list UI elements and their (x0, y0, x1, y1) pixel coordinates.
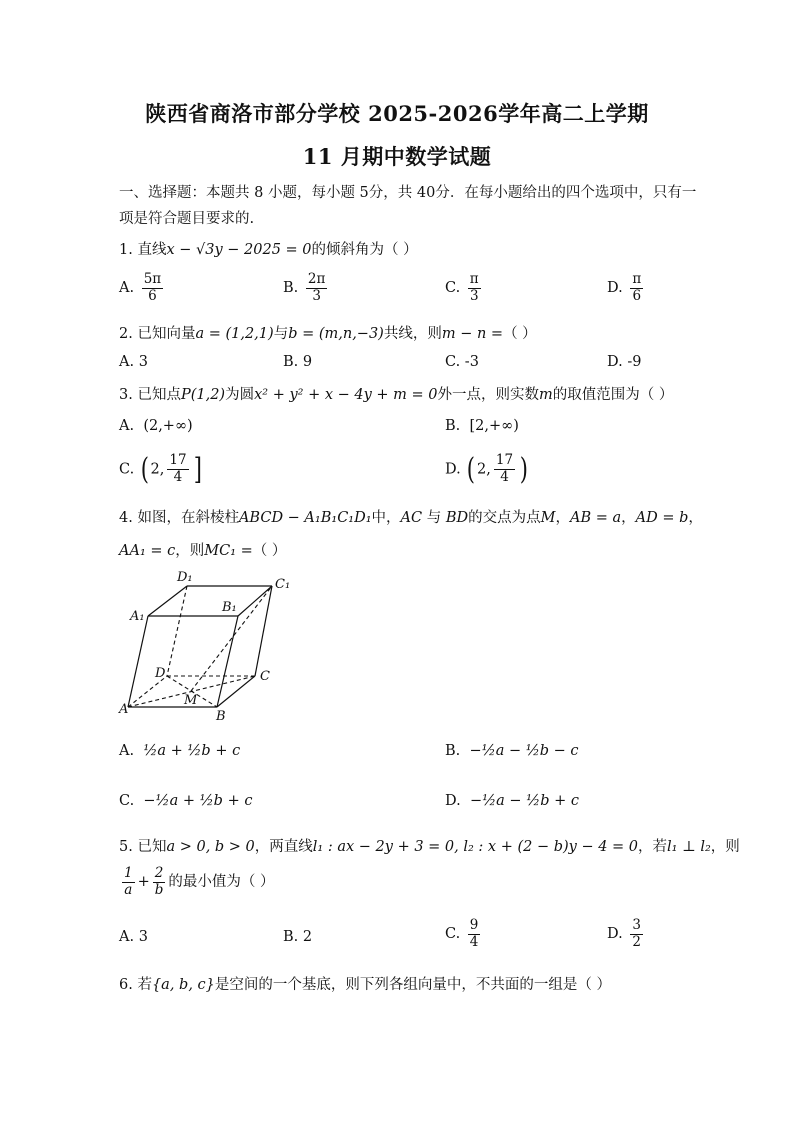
question-2-tail: （ ） (503, 326, 537, 342)
label-m: M (184, 693, 198, 708)
question-5-tail: ，则 (710, 839, 740, 855)
numerator: 17 (169, 452, 187, 469)
question-5-line2-tail: 的最小值为（ ） (168, 874, 275, 891)
open-bracket: ( (467, 452, 476, 487)
fraction (468, 272, 481, 304)
label-c: C (260, 669, 270, 684)
option-text: −½a + ½b + c (143, 793, 253, 809)
numerator: 3 (632, 917, 641, 933)
question-4-mid: 中， (371, 510, 401, 526)
option-text: 3 (138, 354, 148, 370)
fraction-2-over-b (153, 866, 166, 898)
vector-ad: AD = b (635, 510, 689, 526)
question-2-prefix: 2. 已知向量 (119, 326, 196, 342)
fraction-1-over-a (122, 866, 135, 898)
question-5-suffix: ，若 (638, 839, 668, 855)
fraction (630, 272, 643, 304)
dashed-edges (128, 586, 272, 707)
option-label: A. (119, 280, 135, 297)
option-label: C. (445, 926, 461, 943)
q5-option-d[interactable] (607, 918, 646, 950)
interval-left: 2, (150, 461, 165, 478)
option-label: B. (283, 280, 299, 297)
option-label: A. (119, 354, 135, 370)
question-5-prefix: 5. 已知 (119, 839, 167, 855)
q4-option-a[interactable] (119, 743, 240, 759)
denominator: 6 (632, 287, 642, 304)
numerator: π (632, 271, 642, 287)
option-label: A. (119, 418, 135, 434)
fraction (142, 272, 163, 304)
point-p: P(1,2) (180, 387, 226, 403)
q4-option-c[interactable] (119, 793, 252, 809)
denominator: b (154, 881, 164, 898)
question-4-mid2: 的交点为点 (468, 510, 541, 526)
question-2-suffix: 共线，则 (383, 326, 442, 342)
question-3-suffix: 外一点，则实数 (437, 387, 539, 403)
comma: ， (621, 510, 636, 526)
denominator: 4 (500, 469, 509, 485)
q2-option-c[interactable] (445, 354, 479, 370)
option-text: (2,+∞) (143, 418, 193, 434)
vector-b: b = (m,n,−3) (288, 326, 384, 342)
numerator: 5π (143, 271, 162, 287)
option-label: B. (283, 354, 299, 370)
option-text: −½a − ½b + c (469, 793, 579, 809)
q5-option-c[interactable] (445, 918, 483, 950)
label-a1: A₁ (130, 609, 145, 624)
question-6-suffix: 是空间的一个基底，则下列各组向量中，不共面的一组是（ ） (214, 977, 611, 993)
question-2-mid: 与 (273, 326, 289, 342)
word-and: 与 (426, 510, 442, 526)
vector-ab: AB = a (569, 510, 622, 526)
question-1-equation: x − √3y − 2025 = 0 (166, 242, 312, 258)
option-label: A. (119, 743, 135, 759)
option-label: D. (607, 280, 623, 297)
section-instruction-2: 项是符合题目要求的. (119, 211, 255, 227)
prism-figure (115, 566, 300, 726)
question-2-expr: m − n = (441, 326, 504, 342)
label-c1: C₁ (275, 577, 291, 592)
denominator: 3 (469, 287, 479, 304)
q1-option-b[interactable] (283, 272, 330, 304)
question-5-mid: ，两直线 (254, 839, 313, 855)
segment-bd: BD (445, 510, 469, 526)
plus: + (137, 874, 150, 891)
option-label: D. (445, 461, 461, 478)
question-1 (119, 238, 418, 259)
question-6-prefix: 6. 若 (119, 977, 152, 993)
option-text: [2,+∞) (469, 418, 519, 434)
lines-equations: l₁ : ax − 2y + 3 = 0, l₂ : x + (2 − b)y − 4 = 0 (312, 839, 639, 855)
fraction (306, 272, 327, 304)
label-d: D (155, 666, 166, 681)
question-5-line2 (119, 866, 275, 898)
page-title-line2: 11 月期中数学试题 (302, 144, 492, 169)
question-4-line2-mid: ，则 (175, 543, 205, 559)
question-3 (119, 383, 673, 404)
question-3-prefix: 3. 已知点 (119, 387, 181, 403)
question-2 (119, 322, 537, 343)
numerator: 1 (124, 865, 133, 881)
question-1-suffix: 的倾斜角为（ ） (311, 242, 418, 258)
interval-left: 2, (477, 461, 491, 478)
option-text: -3 (464, 354, 479, 370)
label-b1: B₁ (222, 600, 237, 615)
fraction (167, 453, 188, 485)
q1-option-d[interactable] (607, 272, 646, 304)
edge-a1d1 (148, 586, 187, 616)
q3-option-c[interactable] (119, 452, 203, 487)
perpendicular: l₁ ⊥ l₂ (667, 839, 711, 855)
denominator: 4 (173, 469, 183, 485)
option-label: B. (283, 929, 299, 945)
fraction (630, 918, 643, 950)
vector-aa1: AA₁ = c (119, 543, 176, 559)
close-bracket: ] (193, 452, 202, 487)
question-3-tail: 的取值范围为（ ） (552, 387, 674, 403)
q3-option-b[interactable] (445, 418, 519, 434)
question-1-prefix: 1. 直线 (119, 242, 167, 258)
option-text: 3 (138, 929, 148, 945)
option-label: D. (607, 926, 623, 943)
point-m: M (540, 510, 556, 526)
label-b: B (216, 709, 226, 724)
comma: ， (555, 510, 570, 526)
label-d1: D₁ (177, 570, 193, 585)
numerator: 2 (154, 865, 164, 881)
question-3-mid: 为圆 (225, 387, 255, 403)
question-5-line1 (119, 835, 740, 856)
question-4-line2 (119, 539, 286, 560)
numerator: 17 (495, 452, 514, 469)
prism-name: ABCD − A₁B₁C₁D₁ (238, 510, 372, 526)
fraction (494, 453, 515, 485)
option-label: C. (119, 793, 135, 809)
q4-option-b[interactable] (445, 743, 579, 759)
denominator: 2 (632, 933, 641, 950)
section-instruction-1: 一、选择题：本题共 8 小题，每小题 5分，共 40分．在每小题给出的四个选项中，只有一 (119, 185, 697, 201)
numerator: 9 (469, 917, 479, 933)
option-text: ½a + ½b + c (143, 743, 241, 759)
solid-edges (128, 586, 272, 707)
circle-equation: x² + y² + x − 4y + m = 0 (254, 387, 438, 403)
label-a: A (119, 702, 129, 717)
option-label: D. (607, 354, 623, 370)
option-label: D. (445, 793, 461, 809)
question-4-prefix: 4. 如图，在斜棱柱 (119, 510, 239, 526)
q4-option-d[interactable] (445, 793, 579, 809)
denominator: 3 (312, 287, 321, 304)
q3-option-a[interactable] (119, 418, 193, 434)
page-title-line1: 陕西省商洛市部分学校 2025-2026学年高二上学期 (145, 101, 649, 126)
q5-option-b[interactable] (283, 929, 312, 945)
close-bracket: ) (519, 452, 529, 487)
denominator: a (124, 881, 133, 898)
option-label: C. (445, 280, 461, 297)
q1-option-a[interactable] (119, 272, 166, 304)
edge-b1b (217, 616, 238, 707)
option-label: B. (445, 743, 461, 759)
option-text: -9 (627, 354, 642, 370)
q3-option-d[interactable] (445, 452, 530, 487)
q2-option-d[interactable] (607, 354, 641, 370)
option-text: 2 (302, 929, 313, 945)
segment-ac: AC (400, 510, 423, 526)
question-4-tail: （ ） (252, 543, 287, 559)
variable-m: m (539, 387, 553, 403)
open-bracket: ( (140, 452, 149, 487)
option-text: 9 (302, 354, 313, 370)
condition: a > 0, b > 0 (166, 839, 255, 855)
comma: ， (688, 510, 703, 526)
q5-option-a[interactable] (119, 929, 148, 945)
option-label: A. (119, 929, 135, 945)
option-label: B. (445, 418, 461, 434)
fraction (468, 918, 481, 950)
vector-a: a = (1,2,1) (195, 326, 274, 342)
q2-option-a[interactable] (119, 354, 148, 370)
denominator: 4 (469, 933, 479, 950)
question-4-line1 (119, 506, 703, 527)
numerator: 2π (307, 271, 326, 287)
question-6 (119, 973, 611, 994)
option-label: C. (119, 461, 135, 478)
q2-option-b[interactable] (283, 354, 312, 370)
basis-set: {a, b, c} (151, 977, 215, 993)
option-text: −½a − ½b − c (469, 743, 579, 759)
numerator: π (469, 271, 479, 287)
q1-option-c[interactable] (445, 272, 484, 304)
vector-mc1: MC₁ = (204, 543, 253, 559)
option-label: C. (445, 354, 461, 370)
denominator: 6 (148, 287, 157, 304)
